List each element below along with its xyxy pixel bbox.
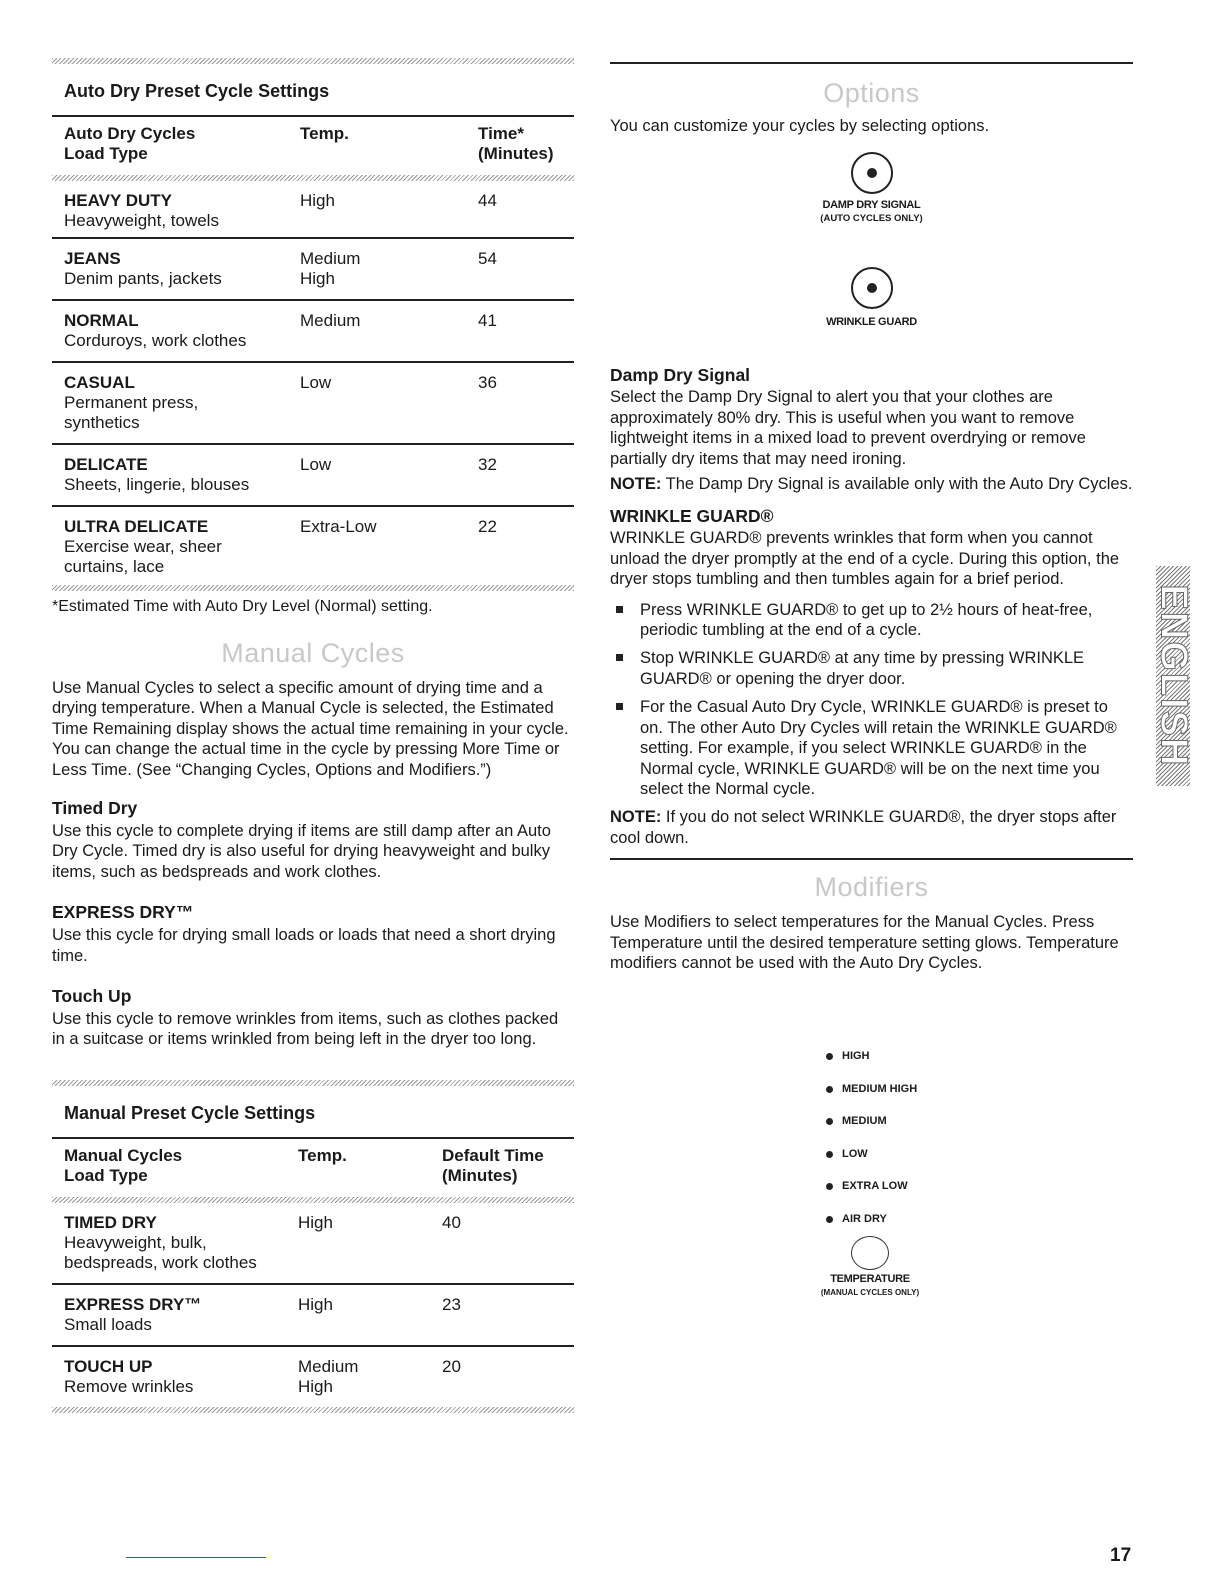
load-type: Small loads [64, 1314, 152, 1334]
temp: Low [300, 455, 332, 474]
manual-preset-table [52, 1080, 574, 1413]
hatch-divider [52, 1407, 574, 1413]
express-dry-title: EXPRESS DRY™ [52, 902, 194, 923]
load-type: Exercise wear, sheer [64, 537, 222, 556]
load-type: bedspreads, work clothes [64, 1252, 257, 1272]
damp-dry-title: Damp Dry Signal [610, 365, 751, 386]
left-column [52, 58, 574, 1413]
level-item [826, 1083, 917, 1116]
touch-up-title: Touch Up [52, 986, 132, 1007]
temperature-button-icon[interactable] [851, 1236, 889, 1270]
load-type: curtains, lace [64, 557, 165, 576]
load-type: Corduroys, work clothes [64, 331, 247, 350]
manual-cycles-heading: Manual Cycles [221, 638, 405, 668]
right-column [610, 62, 1133, 973]
indicator-dot-icon [826, 1118, 833, 1125]
damp-dry-note [610, 474, 1133, 494]
header-minutes: (Minutes) [442, 1165, 518, 1185]
time: 22 [478, 517, 497, 536]
manual-cycles-intro: Use Manual Cycles to select a specific amount of drying time and a drying temperature. When a Manual Cycle is selected, the Estimated Time Remaining display shows the actual time remaining in your cycle. You can change the actual time in the cycle by pressing More Time or Less Time. (See “Changing Cycles, Options and Modifiers.”) [52, 679, 569, 779]
level-label: LOW [842, 1147, 868, 1160]
manual-table-title: Manual Preset Cycle Settings [64, 1102, 316, 1123]
damp-dry-text: Select the Damp Dry Signal to alert you that your clothes are approximately 80% dry. This is useful when you want to remove lightweight items in a mixed load to prevent overdrying or remove partially dry items that may need ironing. [610, 388, 1086, 468]
indicator-dot-icon [826, 1216, 833, 1223]
temp: Extra-Low [300, 517, 377, 536]
indicator-dot-icon [867, 168, 877, 178]
header-time: Time* [478, 124, 524, 143]
divider [610, 858, 1133, 860]
list-item [610, 648, 1133, 689]
temp: Medium [298, 1356, 359, 1376]
table-row [52, 507, 574, 585]
level-label: HIGH [842, 1050, 870, 1062]
temp: High [300, 191, 335, 210]
bullet-square-icon [616, 654, 623, 661]
temp: High [300, 269, 335, 288]
header-temp: Temp. [298, 1145, 347, 1165]
header-cycles: Auto Dry Cycles [64, 124, 196, 143]
header-cycles: Manual Cycles [64, 1145, 183, 1165]
temp: Medium [300, 311, 361, 330]
bullet-text: Stop WRINKLE GUARD® at any time by pressing WRINKLE GUARD® or opening the dryer door. [640, 649, 1085, 688]
timed-dry-title: Timed Dry [52, 798, 138, 819]
table-row [52, 363, 574, 443]
damp-dry-signal-label: DAMP DRY SIGNAL [822, 199, 921, 212]
time: 36 [478, 373, 497, 392]
table-row [52, 1203, 574, 1283]
level-label: MEDIUM HIGH [842, 1082, 918, 1095]
wrinkle-guard-title: WRINKLE GUARD® [610, 506, 774, 527]
bullet-square-icon [616, 606, 623, 613]
footnote: *Estimated Time with Auto Dry Level (Normal) setting. [52, 598, 433, 615]
temperature-sublabel: (MANUAL CYCLES ONLY) [820, 1288, 920, 1297]
header-load-type: Load Type [64, 1165, 148, 1185]
time: 20 [442, 1356, 461, 1376]
level-item [826, 1180, 917, 1213]
load-type: Permanent press, [64, 393, 199, 412]
table-row [52, 1347, 574, 1407]
list-item [610, 697, 1133, 799]
table-row [52, 239, 574, 299]
wrinkle-guard-note [610, 807, 1133, 848]
time: 40 [442, 1212, 461, 1232]
damp-dry-signal-control[interactable] [610, 152, 1133, 225]
wrinkle-guard-label: WRINKLE GUARD [826, 316, 917, 329]
language-tab-label: ENGLISH [1152, 584, 1195, 768]
load-type: Remove wrinkles [64, 1376, 194, 1396]
cycle-name: NORMAL [64, 311, 139, 330]
timed-dry-text: Use this cycle to complete drying if items are still damp after an Auto Dry Cycle. Timed dry is also useful for drying heavyweight and bulky items, such as bedspreads and work clothes. [52, 822, 551, 881]
level-label: MEDIUM [842, 1115, 887, 1127]
indicator-dot-icon [826, 1151, 833, 1158]
cycle-name: TOUCH UP [64, 1356, 153, 1376]
language-side-tab [1152, 566, 1195, 786]
time: 44 [478, 191, 497, 210]
time: 54 [478, 249, 497, 268]
cycle-name: ULTRA DELICATE [64, 517, 209, 536]
level-item [826, 1115, 917, 1148]
bullet-text: Press WRINKLE GUARD® to get up to 2½ hours of heat-free, periodic tumbling at the end of a cycle. [640, 600, 1093, 640]
modifiers-heading: Modifiers [814, 872, 929, 903]
wrinkle-guard-text: WRINKLE GUARD® prevents wrinkles that form when you cannot unload the dryer promptly at the end of a cycle. During this option, the dryer stops tumbling and then tumbles again for a brief period. [610, 529, 1120, 589]
load-type: Heavyweight, bulk, [64, 1232, 207, 1252]
indicator-dot-icon [826, 1086, 833, 1093]
auto-dry-table [52, 58, 574, 624]
modifiers-intro: Use Modifiers to select temperatures for the Manual Cycles. Press Temperature until the desired temperature setting glows. Temperature modifiers cannot be used with the Auto Dry Cycles. [610, 913, 1119, 972]
time: 41 [478, 311, 497, 330]
temperature-label: TEMPERATURE [830, 1273, 910, 1285]
table-row [52, 1285, 574, 1345]
options-intro: You can customize your cycles by selecting options. [610, 117, 990, 135]
indicator-dot-icon [867, 283, 877, 293]
cycle-name: HEAVY DUTY [64, 191, 173, 210]
cycle-name: JEANS [64, 249, 121, 268]
cycle-name: DELICATE [64, 455, 148, 474]
indicator-dot-icon [826, 1183, 833, 1190]
note-text: The Damp Dry Signal is available only with the Auto Dry Cycles. [661, 475, 1133, 494]
manual-table-header [52, 1139, 574, 1197]
damp-dry-signal-sublabel: (AUTO CYCLES ONLY) [820, 213, 923, 225]
express-dry-text: Use this cycle for drying small loads or loads that need a short drying time. [52, 926, 556, 965]
options-heading: Options [823, 78, 920, 108]
cycle-name: TIMED DRY [64, 1212, 157, 1232]
time: 32 [478, 455, 497, 474]
cycle-name: EXPRESS DRY™ [64, 1294, 202, 1314]
load-type: Denim pants, jackets [64, 269, 222, 288]
table-row [52, 301, 574, 361]
note-label: NOTE: [610, 808, 662, 827]
damp-dry-signal-button-icon[interactable] [851, 152, 893, 194]
level-item [826, 1050, 917, 1083]
time: 23 [442, 1294, 461, 1314]
note-label: NOTE: [610, 475, 662, 494]
level-label: EXTRA LOW [842, 1180, 908, 1192]
bottom-rule [126, 1557, 266, 1558]
note-text: If you do not select WRINKLE GUARD®, the dryer stops after cool down. [610, 808, 1117, 847]
level-item [826, 1148, 917, 1181]
wrinkle-guard-control[interactable] [610, 267, 1133, 330]
temp: High [298, 1212, 333, 1232]
header-temp: Temp. [300, 124, 349, 143]
header-default-time: Default Time [442, 1145, 544, 1165]
temperature-control[interactable] [780, 1236, 960, 1299]
wrinkle-guard-button-icon[interactable] [851, 267, 893, 309]
table-row [52, 445, 574, 505]
temp: Medium [300, 249, 361, 268]
indicator-dot-icon [826, 1053, 833, 1060]
load-type: Heavyweight, towels [64, 211, 219, 230]
table-row [52, 181, 574, 237]
auto-dry-table-header [52, 117, 574, 175]
touch-up-text: Use this cycle to remove wrinkles from items, such as clothes packed in a suitcase or items wrinkled from being left in the dryer too long. [52, 1010, 559, 1049]
page-number: 17 [1110, 1545, 1132, 1566]
list-item [610, 600, 1133, 641]
load-type: synthetics [64, 413, 140, 432]
auto-dry-table-title: Auto Dry Preset Cycle Settings [64, 81, 330, 101]
bullet-square-icon [616, 703, 623, 710]
divider [610, 62, 1133, 64]
temp: High [298, 1294, 333, 1314]
header-load-type: Load Type [64, 144, 148, 163]
temp: Low [300, 373, 332, 392]
wrinkle-guard-bullets [610, 600, 1133, 800]
bullet-text: For the Casual Auto Dry Cycle, WRINKLE GUARD® is preset to on. The other Auto Dry Cycles will retain the WRINKLE GUARD® setting. For example, if you select WRINKLE GUARD® in the Normal cycle, WRINKLE GUARD® will be on the next time you select the Normal cycle. [640, 698, 1117, 798]
level-label: AIR DRY [842, 1212, 887, 1225]
load-type: Sheets, lingerie, blouses [64, 475, 250, 494]
temperature-levels [826, 1050, 917, 1245]
temp: High [298, 1376, 333, 1396]
header-minutes: (Minutes) [478, 144, 554, 163]
cycle-name: CASUAL [64, 373, 135, 392]
